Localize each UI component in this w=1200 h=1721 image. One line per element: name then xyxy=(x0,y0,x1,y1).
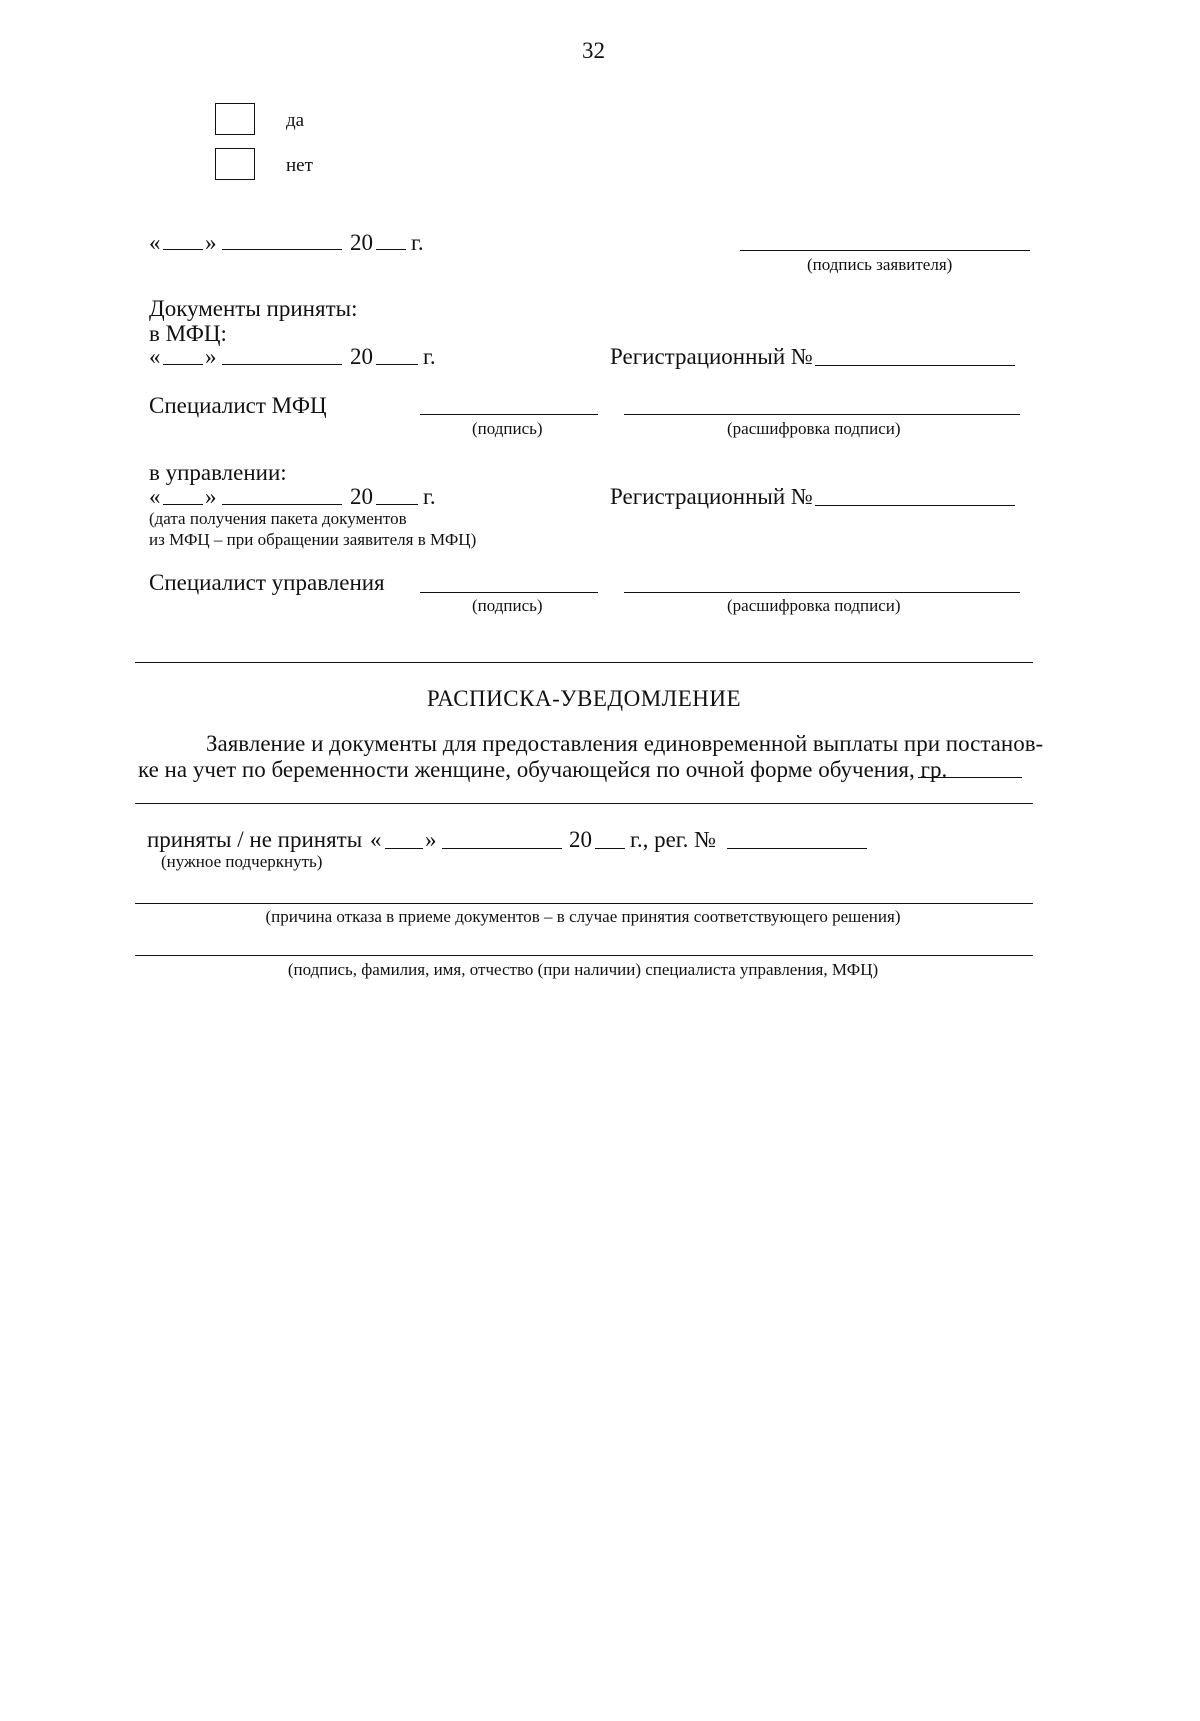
dept-label: в управлении: xyxy=(149,460,287,485)
dept-day-field[interactable] xyxy=(163,504,203,505)
receipt-date-close-quote: » xyxy=(425,827,437,852)
applicant-year-suffix: г. xyxy=(411,230,424,255)
dept-year-suffix: г. xyxy=(423,484,436,509)
dept-reg-label: Регистрационный № xyxy=(610,484,813,509)
mfc-date-close-quote: » xyxy=(205,344,217,369)
mfc-date-open-quote: « xyxy=(149,344,161,369)
mfc-specialist-signature-field[interactable] xyxy=(420,414,598,415)
receipt-month-field[interactable] xyxy=(442,848,562,849)
applicant-year-prefix: 20 xyxy=(350,230,373,255)
accepted-status-text: приняты / не приняты xyxy=(147,827,363,852)
mfc-specialist-decode-field[interactable] xyxy=(624,414,1020,415)
dept-specialist-label: Специалист управления xyxy=(149,570,385,595)
dept-year-prefix: 20 xyxy=(350,484,373,509)
dept-specialist-signature-field[interactable] xyxy=(420,592,598,593)
receipt-title: РАСПИСКА-УВЕДОМЛЕНИЕ xyxy=(426,686,742,711)
mfc-specialist-label: Специалист МФЦ xyxy=(149,393,327,418)
refusal-reason-field[interactable] xyxy=(135,903,1033,904)
applicant-day-field[interactable] xyxy=(163,249,203,250)
receipt-date-open-quote: « xyxy=(370,827,382,852)
mfc-year-suffix: г. xyxy=(423,344,436,369)
mfc-reg-number-field[interactable] xyxy=(815,365,1015,366)
dept-signature-caption: (подпись) xyxy=(472,596,543,615)
no-checkbox[interactable] xyxy=(215,148,255,180)
applicant-signature-field[interactable] xyxy=(740,250,1030,251)
dept-decode-caption: (расшифровка подписи) xyxy=(727,596,901,615)
underline-hint: (нужное подчеркнуть) xyxy=(161,852,323,871)
dept-month-field[interactable] xyxy=(222,504,342,505)
receipt-reg-number-field[interactable] xyxy=(727,848,867,849)
dept-date-open-quote: « xyxy=(149,484,161,509)
yes-checkbox[interactable] xyxy=(215,103,255,135)
dept-year-field[interactable] xyxy=(376,504,418,505)
dept-specialist-decode-field[interactable] xyxy=(624,592,1020,593)
dept-note-line2: из МФЦ – при обращении заявителя в МФЦ) xyxy=(149,530,477,549)
applicant-year-field[interactable] xyxy=(376,249,406,250)
applicant-date-open-quote: « xyxy=(149,230,161,255)
accepted-heading: Документы приняты: xyxy=(149,296,358,321)
mfc-year-prefix: 20 xyxy=(350,344,373,369)
mfc-year-field[interactable] xyxy=(376,364,418,365)
applicant-date-close-quote: » xyxy=(205,230,217,255)
mfc-month-field[interactable] xyxy=(222,364,342,365)
page-number: 32 xyxy=(582,38,605,63)
receipt-continuation-line[interactable] xyxy=(135,803,1033,804)
student-group-field[interactable] xyxy=(918,777,1022,778)
mfc-reg-label: Регистрационный № xyxy=(610,344,813,369)
applicant-signature-caption: (подпись заявителя) xyxy=(807,255,953,274)
mfc-signature-caption: (подпись) xyxy=(472,419,543,438)
receipt-reg-text: г., рег. № xyxy=(630,827,717,852)
dept-note-line1: (дата получения пакета документов xyxy=(149,509,407,528)
receipt-year-field[interactable] xyxy=(595,848,625,849)
specialist-caption: (подпись, фамилия, имя, отчество (при наличии) специалиста управления, МФЦ) xyxy=(287,960,879,979)
mfc-day-field[interactable] xyxy=(163,364,203,365)
no-label: нет xyxy=(286,155,313,176)
receipt-day-field[interactable] xyxy=(385,848,423,849)
yes-label: да xyxy=(286,110,305,131)
mfc-label: в МФЦ: xyxy=(149,321,227,346)
applicant-month-field[interactable] xyxy=(222,249,342,250)
specialist-signature-field[interactable] xyxy=(135,955,1033,956)
receipt-text-line1: Заявление и документы для предоставления единовременной выплаты при постанов- xyxy=(206,731,1044,756)
receipt-text-line2: ке на учет по беременности женщине, обучающейся по очной форме обучения, гр. xyxy=(138,757,948,782)
dept-reg-number-field[interactable] xyxy=(815,505,1015,506)
section-divider xyxy=(135,662,1033,663)
dept-date-close-quote: » xyxy=(205,484,217,509)
mfc-decode-caption: (расшифровка подписи) xyxy=(727,419,901,438)
receipt-year-prefix: 20 xyxy=(569,827,592,852)
refusal-caption: (причина отказа в приеме документов – в случае принятия соответствующего решения) xyxy=(265,907,901,926)
